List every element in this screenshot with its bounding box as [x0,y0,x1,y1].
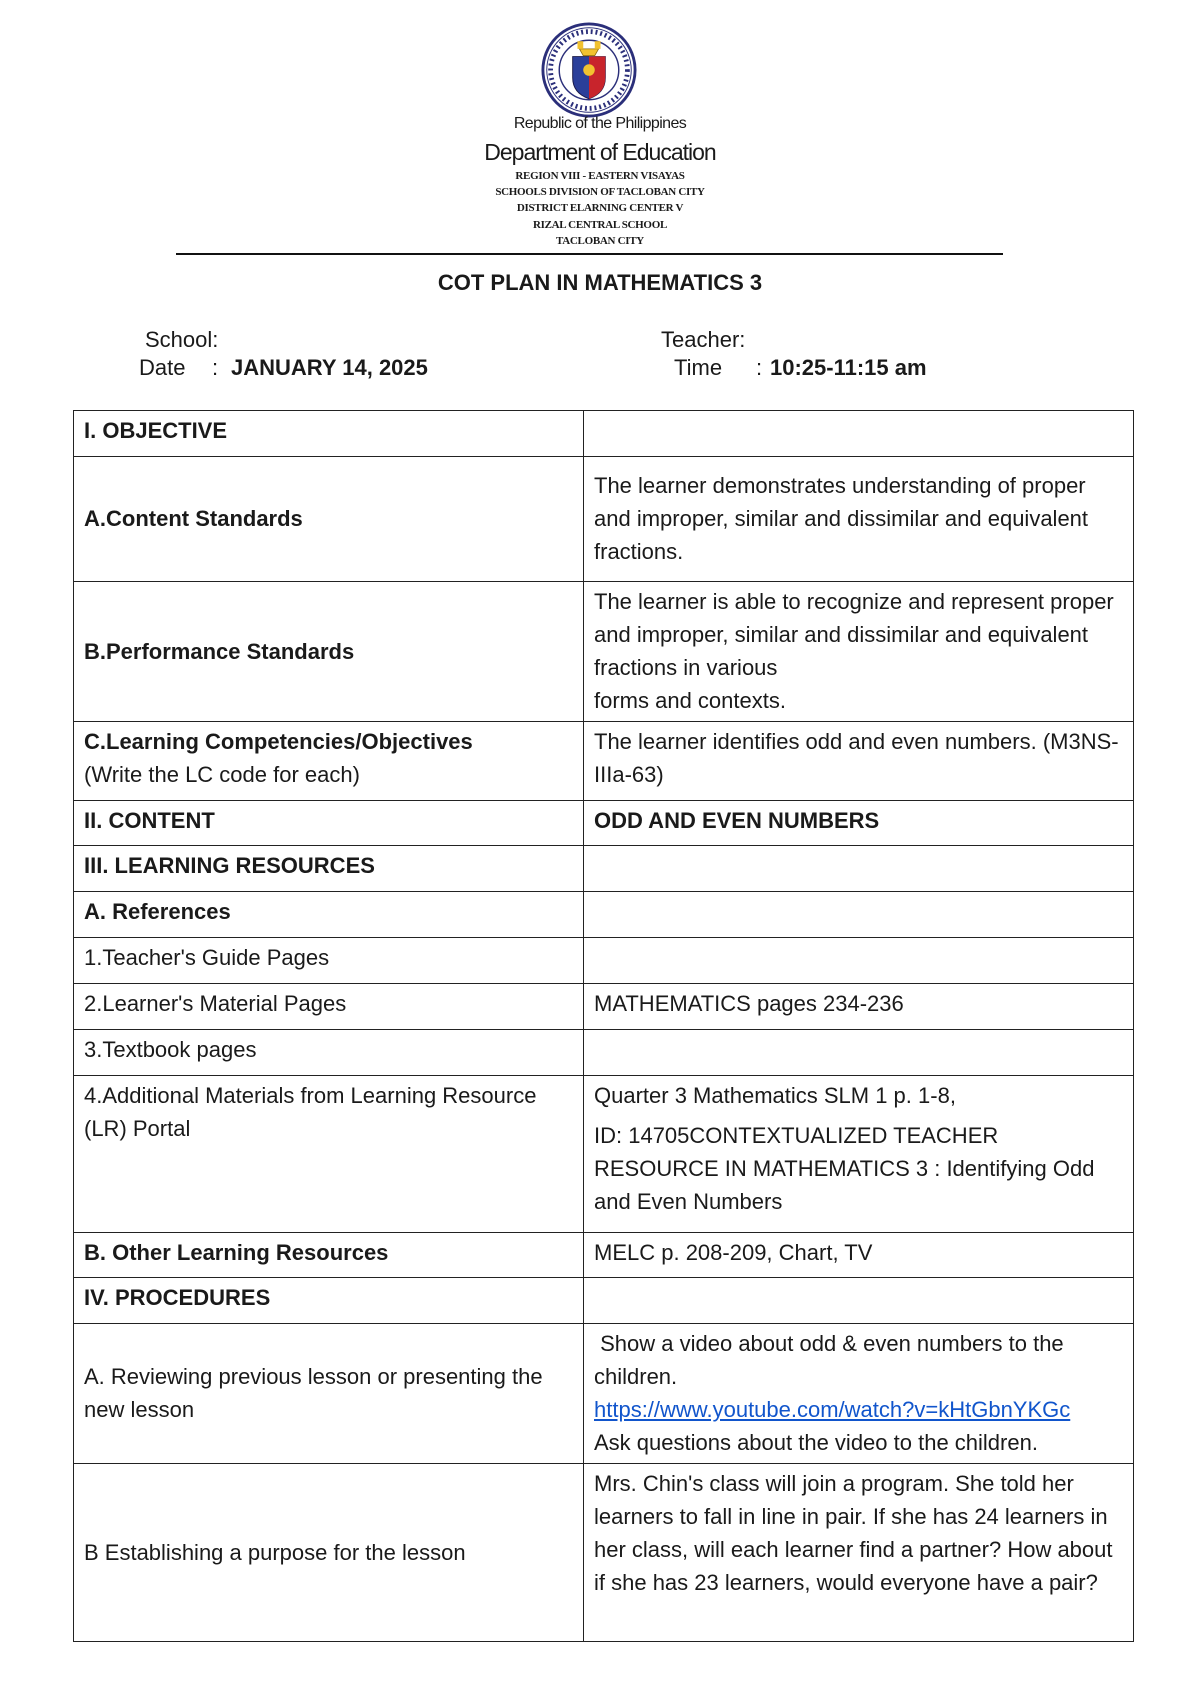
empty-cell [584,846,1134,892]
reviewing-lesson-followup: Ask questions about the video to the children. [594,1430,1038,1455]
table-row [74,1464,1134,1642]
textbook-pages-label: 3.Textbook pages [74,1030,584,1076]
school-label: School: [145,327,219,352]
competencies-note: (Write the LC code for each) [84,762,360,787]
content-standards-value: The learner demonstrates understanding of proper and improper, similar and dissimilar and equivalent fractions. [584,457,1134,582]
republic-text: Republic of the Philippines [513,115,687,132]
additional-materials-label: 4.Additional Materials from Learning Resource (LR) Portal [74,1076,584,1233]
table-row [74,1076,1134,1233]
table-row [74,801,1134,846]
purpose-label: B Establishing a purpose for the lesson [74,1464,584,1642]
competencies-label: C.Learning Competencies/Objectives [84,729,473,754]
procedures-heading: IV. PROCEDURES [84,1285,271,1310]
additional-materials-value: Quarter 3 Mathematics SLM 1 p. 1-8, [594,1083,956,1108]
table-row [74,846,1134,892]
date-separator: : [212,355,219,380]
performance-standards-label: B.Performance Standards [84,638,355,664]
references-heading: A. References [84,899,231,924]
reviewing-lesson-value: Show a video about odd & even numbers to the children. [594,1331,1070,1389]
district-line: DISTRICT ELARNING CENTER V [516,202,684,214]
other-resources-label: B. Other Learning Resources [84,1240,389,1265]
time-separator: : [756,355,763,380]
region-line: REGION VIII - EASTERN VISAYAS [515,170,685,182]
content-standards-label: A.Content Standards [84,506,303,531]
table-row [74,411,1134,457]
table-row [74,938,1134,984]
empty-cell [584,892,1134,938]
department-name: Department of Education [484,139,716,165]
other-resources-value: MELC p. 208-209, Chart, TV [584,1233,1134,1278]
teacher-label: Teacher: [661,327,746,352]
purpose-value: Mrs. Chin's class will join a program. She told her learners to fall in line in pair. If she has 24 learners in her class, will each learner find a partner? How about if she has 23 learners, would everyone have a pair? [584,1464,1134,1642]
table-row [74,984,1134,1030]
objective-heading: I. OBJECTIVE [84,418,228,443]
teachers-guide-label: 1.Teacher's Guide Pages [74,938,584,984]
table-row [74,457,1134,582]
content-value: ODD AND EVEN NUMBERS [594,808,880,833]
division-line: SCHOOLS DIVISION OF TACLOBAN CITY [495,186,705,198]
table-row [74,722,1134,801]
youtube-video-link[interactable]: https://www.youtube.com/watch?v=kHtGbnYKGc [594,1397,1071,1422]
time-label: Time [674,355,723,380]
reviewing-lesson-label: A. Reviewing previous lesson or presenting the new lesson [74,1324,584,1464]
learning-resources-heading: III. LEARNING RESOURCES [84,853,375,878]
table-row [74,1278,1134,1324]
time-value: 10:25-11:15 am [770,355,927,380]
empty-cell [584,1030,1134,1076]
table-row [74,582,1134,722]
lesson-plan-table [73,410,1134,1642]
school-line: RIZAL CENTRAL SCHOOL [533,219,667,231]
learners-material-value: MATHEMATICS pages 234-236 [584,984,1134,1030]
city-line: TACLOBAN CITY [556,235,644,247]
learners-material-label: 2.Learner's Material Pages [74,984,584,1030]
table-row [74,1324,1134,1464]
performance-standards-value-cont: forms and contexts. [594,688,786,713]
additional-materials-id: ID: 14705CONTEXTUALIZED TEACHER RESOURCE IN MATHEMATICS 3 : Identifying Odd and Even Numbers [594,1123,1095,1214]
competencies-value: The learner identifies odd and even numbers. (M3NS-IIIa-63) [584,722,1134,801]
table-row [74,892,1134,938]
date-value: JANUARY 14, 2025 [231,355,428,380]
date-label: Date [139,355,186,380]
table-row [74,1233,1134,1278]
content-heading: II. CONTENT [84,808,215,833]
table-row [74,1030,1134,1076]
empty-cell [584,938,1134,984]
empty-cell [584,411,1134,457]
page-title: COT PLAN IN MATHEMATICS 3 [437,270,763,295]
deped-seal-logo [541,22,637,118]
empty-cell [584,1278,1134,1324]
performance-standards-value: The learner is able to recognize and represent proper and improper, similar and dissimilar and equivalent fractions in various [594,589,1114,680]
header-divider [176,253,1003,255]
